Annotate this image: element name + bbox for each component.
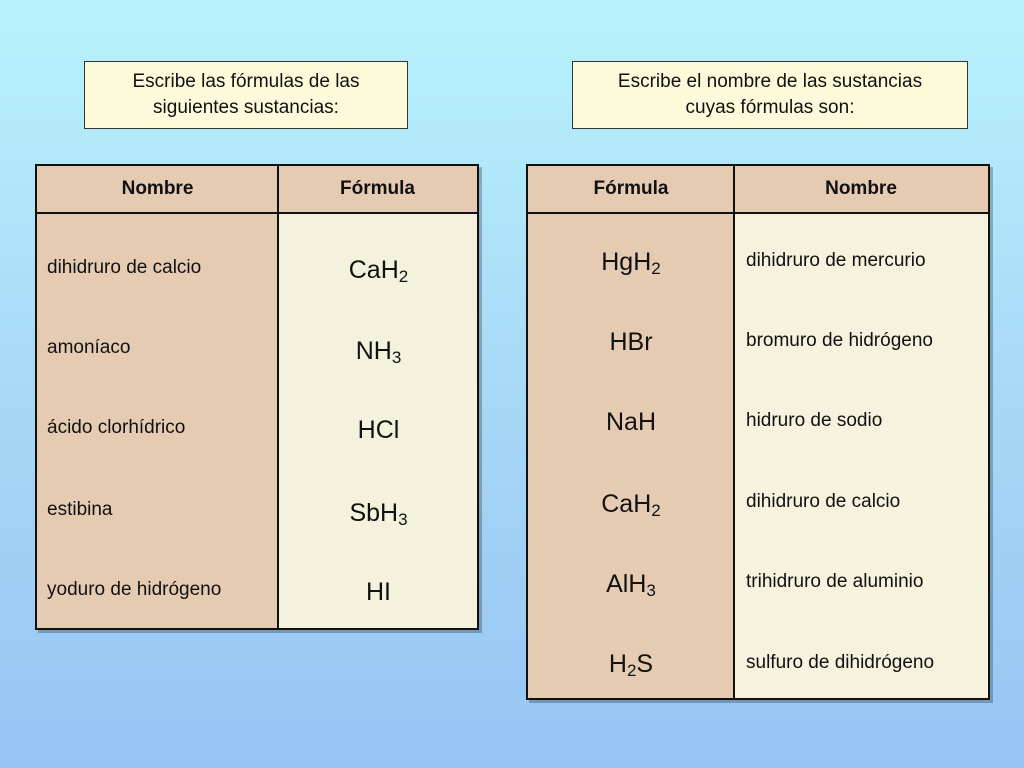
row-name: sulfuro de dihidrógeno	[746, 652, 935, 673]
formula-subscript: 3	[391, 348, 402, 367]
formula-symbol: S	[636, 650, 654, 678]
formula-symbol: CaH	[348, 256, 399, 284]
header-formula: Fórmula	[278, 166, 477, 214]
formula-symbol: HgH	[601, 248, 652, 276]
table-formulas-to-names	[526, 164, 990, 700]
row-formula	[280, 499, 477, 530]
column-divider	[277, 166, 279, 628]
header-nombre: Nombre	[37, 166, 278, 214]
instruction-right-line-1: Escribe el nombre de las sustancias	[617, 71, 923, 92]
instruction-left-line-2: siguientes sustancias:	[153, 97, 339, 118]
row-formula	[528, 328, 734, 357]
formula-symbol: HCl	[357, 416, 400, 444]
header-nombre: Nombre	[734, 166, 988, 214]
row-formula	[528, 490, 734, 521]
formula-symbol: CaH	[601, 490, 652, 518]
formula-symbol: HBr	[609, 328, 653, 356]
formula-symbol: HI	[366, 578, 391, 606]
row-name: hidruro de sodio	[746, 410, 883, 431]
formula-symbol: SbH	[349, 499, 399, 527]
row-name: dihidruro de calcio	[47, 257, 202, 278]
row-formula	[280, 416, 477, 445]
formula-subscript: 3	[398, 510, 408, 529]
row-name: yoduro de hidrógeno	[47, 579, 222, 600]
row-formula	[528, 650, 734, 681]
row-name: dihidruro de mercurio	[746, 250, 926, 271]
header-formula: Fórmula	[528, 166, 734, 214]
row-formula	[528, 248, 734, 279]
row-formula	[528, 408, 734, 437]
formula-subscript: 3	[646, 581, 656, 600]
formula-symbol: H	[608, 650, 627, 678]
instruction-box-right	[572, 61, 968, 129]
column-formula	[278, 166, 477, 628]
table-names-to-formulas	[35, 164, 479, 630]
instruction-box-left	[84, 61, 408, 129]
column-nombre	[37, 166, 278, 628]
formula-symbol: NaH	[605, 408, 656, 436]
row-name: dihidruro de calcio	[746, 491, 901, 512]
row-name: trihidruro de aluminio	[746, 571, 924, 592]
formula-subscript: 2	[398, 267, 409, 286]
formula-symbol: NH	[355, 337, 392, 365]
row-name: amoníaco	[47, 337, 131, 358]
row-name: ácido clorhídrico	[47, 417, 186, 438]
row-formula	[280, 337, 477, 368]
row-name: estibina	[47, 499, 113, 520]
instruction-left-line-1: Escribe las fórmulas de las	[132, 71, 360, 92]
row-formula	[280, 578, 477, 607]
column-nombre	[734, 166, 988, 698]
row-formula	[280, 256, 477, 287]
formula-symbol: AlH	[606, 570, 647, 598]
formula-subscript: 2	[651, 259, 661, 278]
row-formula	[528, 570, 734, 601]
formula-subscript: 2	[651, 501, 661, 520]
instruction-right-line-2: cuyas fórmulas son:	[685, 97, 855, 118]
formula-subscript: 2	[626, 661, 637, 680]
row-name: bromuro de hidrógeno	[746, 330, 933, 351]
